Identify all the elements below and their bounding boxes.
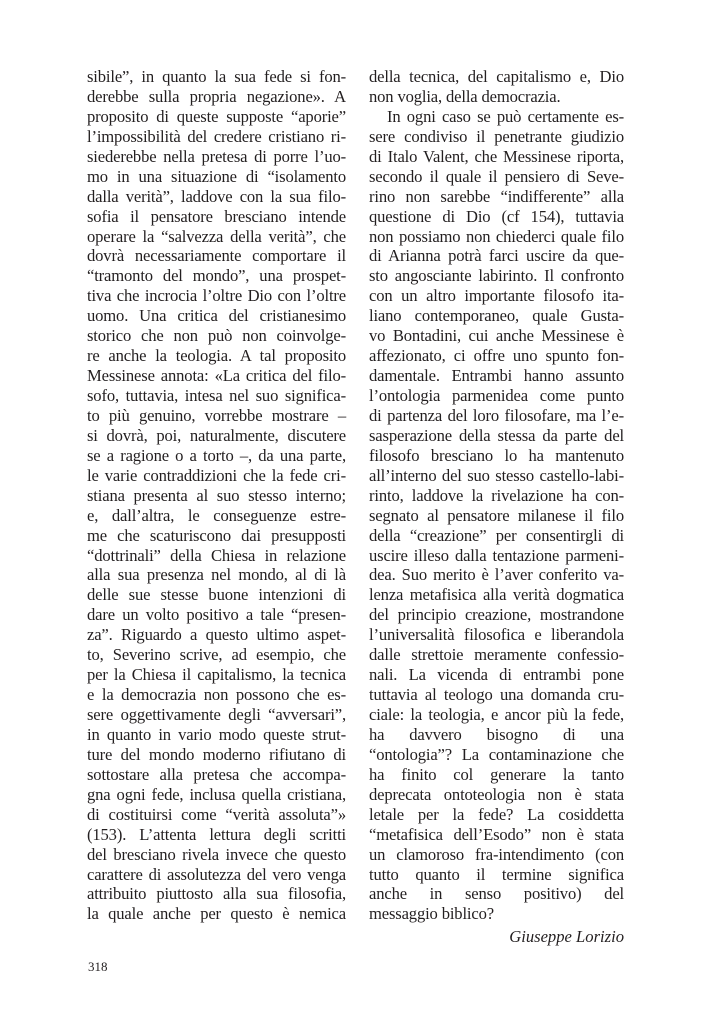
text-line: operare la “salvezza della verità”, che	[87, 226, 346, 246]
text-line: dea. Suo merito è l’aver conferito va-	[369, 565, 624, 585]
text-line: lenza metafisica alla verità dogmatica	[369, 585, 624, 605]
text-line: del bresciano rivela invece che questo	[87, 844, 346, 864]
text-line: alla sua presenza nel mondo, al di là	[87, 565, 346, 585]
text-line: segnato al pensatore milanese il filo	[369, 505, 624, 525]
text-line: sofia il pensatore bresciano intende	[87, 206, 346, 226]
text-line: sibile”, in quanto la sua fede si fon-	[87, 67, 346, 86]
text-line: (153). L’attenta lettura degli scritti	[87, 824, 346, 844]
text-line: filosofo bresciano lo ha mantenuto	[369, 445, 624, 465]
text-line: sottostare alla pretesa che accompa-	[87, 764, 346, 784]
text-line: Messinese annota: «La critica del filo-	[87, 366, 346, 386]
text-line: dare un volto positivo a tale “presen-	[87, 605, 346, 625]
text-line: tutto quanto il termine significa	[369, 864, 624, 884]
text-line: sofo, tuttavia, intesa nel suo significa-	[87, 386, 346, 405]
left-text-column	[87, 67, 346, 924]
text-line: per la Chiesa il capitalismo, la tecnica	[87, 665, 346, 685]
text-line: della tecnica, del capitalismo e, Dio	[369, 67, 624, 86]
text-line: rinto, laddove la rivelazione ha con-	[369, 485, 624, 505]
text-line: “dottrinali” della Chiesa in relazione	[87, 545, 346, 565]
text-line: con un altro importante filosofo ita-	[369, 286, 624, 306]
text-line: di partenza del loro filosofare, ma l’e-	[369, 405, 624, 425]
text-line: secondo il quale il pensiero di Seve-	[369, 166, 624, 186]
text-line: la quale anche per questo è nemica	[87, 904, 346, 924]
text-line: e, dall’altra, le conseguenze estre-	[87, 505, 346, 525]
text-line: e la democrazia non possono che es-	[87, 685, 346, 705]
author-signature: Giuseppe Lorizio	[509, 927, 624, 946]
text-line: dalla verità”, laddove con la sua filo-	[87, 186, 346, 206]
text-line: gna ogni fede, inclusa quella cristiana,	[87, 784, 346, 804]
text-line: della “creazione” per consentirgli di	[369, 525, 624, 545]
text-line: in quanto in vario modo queste strut-	[87, 724, 346, 744]
text-line: derebbe sulla propria negazione». A	[87, 86, 346, 106]
text-line: affezionato, ci offre uno spunto fon-	[369, 346, 624, 366]
text-line: dalle strettoie meramente confessio-	[369, 645, 624, 665]
text-line: to più genuino, vorrebbe mostrare –	[87, 405, 346, 425]
text-line: uscire illeso dalla tentazione parmeni-	[369, 545, 624, 565]
text-line: “ontologia”? La contaminazione che	[369, 744, 624, 764]
text-line: ha finito col generare la tanto	[369, 764, 624, 784]
text-line: tuttavia al teologo una domanda cru-	[369, 685, 624, 705]
text-line: anche in senso positivo) del	[369, 884, 624, 904]
text-line: di Italo Valent, che Messinese riporta,	[369, 146, 624, 166]
text-line: re anche la teologia. A tal proposito	[87, 346, 346, 366]
text-line: deprecata ontoteologia non è stata	[369, 784, 624, 804]
text-line: za”. Riguardo a questo ultimo aspet-	[87, 625, 346, 645]
right-text-column	[369, 67, 624, 924]
text-line: all’interno del suo stesso castello-labi-	[369, 465, 624, 485]
text-line: damentale. Entrambi hanno assunto	[369, 366, 624, 386]
text-line: liano contemporaneo, quale Gusta-	[369, 306, 624, 326]
text-line: si dovrà, poi, naturalmente, discutere	[87, 425, 346, 445]
text-line: storico che non può non coinvolge-	[87, 326, 346, 346]
text-line: l’ontologia parmenidea come punto	[369, 386, 624, 405]
text-line: tiva che incrocia l’oltre Dio con l’oltre	[87, 286, 346, 306]
text-line: sasperazione della stessa da parte del	[369, 425, 624, 445]
text-line: uomo. Una critica del cristianesimo	[87, 306, 346, 326]
text-line: vo Bontadini, cui anche Messinese è	[369, 326, 624, 346]
text-line: carattere di assolutezza del vero venga	[87, 864, 346, 884]
text-line: del principio creazione, mostrandone	[369, 605, 624, 625]
text-line: se a ragione o a torto –, da una parte,	[87, 445, 346, 465]
text-line: ciale: la teologia, e ancor più la fede,	[369, 705, 624, 724]
paragraph-start-line: In ogni caso se può certamente es-	[387, 106, 624, 126]
text-line: ha davvero bisogno di una	[369, 724, 624, 744]
text-line: sere condiviso il penetrante giudizio	[369, 126, 624, 146]
text-line: non possiamo non chiederci quale filo	[369, 226, 624, 246]
text-line: l’universalità filosofica e liberandola	[369, 625, 624, 645]
paragraph-end-line: messaggio biblico?	[369, 904, 494, 924]
text-line: le varie contraddizioni che la fede cri-	[87, 465, 346, 485]
text-line: letale per la fede? La cosiddetta	[369, 804, 624, 824]
text-line: l’impossibilità del credere cristiano ri-	[87, 126, 346, 146]
text-line: nali. La vicenda di entrambi pone	[369, 665, 624, 685]
paragraph-end-line: non voglia, della democrazia.	[369, 86, 561, 106]
text-line: mo in una situazione di “isolamento	[87, 166, 346, 186]
text-line: stiana presenta al suo stesso interno;	[87, 485, 346, 505]
text-line: dovrà necessariamente comportare il	[87, 246, 346, 266]
text-line: di Arianna potrà farci uscire da que-	[369, 246, 624, 266]
text-line: “tramonto del mondo”, una prospet-	[87, 266, 346, 286]
text-line: un clamoroso fra-intendimento (con	[369, 844, 624, 864]
text-line: “metafisica dell’Esodo” non è stata	[369, 824, 624, 844]
text-line: ture del mondo moderno rifiutano di	[87, 744, 346, 764]
text-line: siederebbe nella pretesa di porre l’uo-	[87, 146, 346, 166]
text-line: proposito di queste supposte “aporie”	[87, 106, 346, 126]
text-line: rino non sarebbe “indifferente” alla	[369, 186, 624, 206]
text-line: sto angosciante labirinto. Il confronto	[369, 266, 624, 286]
text-line: attribuito piuttosto alla sua filosofia,	[87, 884, 346, 904]
text-line: questione di Dio (cf 154), tuttavia	[369, 206, 624, 226]
text-line: di costituirsi come “verità assoluta”»	[87, 804, 346, 824]
text-line: delle sue stesse buone intenzioni di	[87, 585, 346, 605]
text-line: to, Severino scrive, ad esempio, che	[87, 645, 346, 665]
text-line: me che scaturiscono dai presupposti	[87, 525, 346, 545]
page-number: 318	[88, 959, 108, 974]
text-line: sere oggettivamente degli “avversari”,	[87, 705, 346, 724]
